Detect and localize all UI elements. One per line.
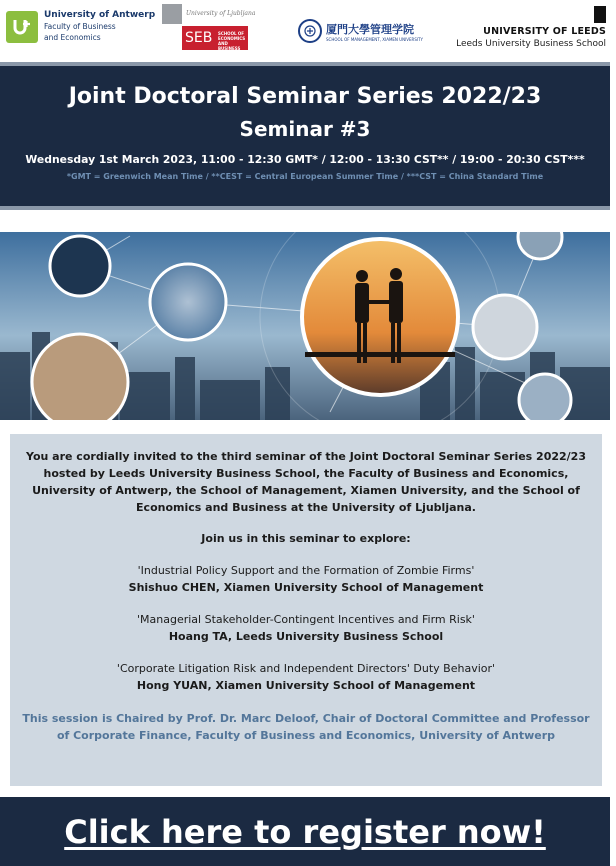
xiamen-seal-icon [298, 19, 322, 43]
register-footer [0, 797, 610, 866]
antwerp-faculty-line2: and Economics [44, 33, 101, 42]
session-chair: This session is Chaired by Prof. Dr. Marc Deloof, Chair of Doctoral Committee and Professor of Corporate Finance, Faculty of Business and Economics, University of Antwerp [22, 712, 590, 742]
ljubljana-university-name: University of Ljubljana [186, 10, 256, 17]
logos-bar [0, 0, 616, 62]
seminar-number: Seminar #3 [239, 117, 371, 141]
seb-full-name: SCHOOL OF ECONOMICS AND BUSINESS [218, 31, 246, 51]
talk-item [10, 562, 602, 596]
xiamen-english-name: SCHOOL OF MANAGEMENT, XIAMEN UNIVERSITY [326, 36, 423, 42]
page-title: Joint Doctoral Seminar Series 2022/23 [68, 84, 542, 109]
talk-speaker: Hoang TA, Leeds University Business School [168, 630, 444, 643]
header-banner [0, 62, 610, 210]
talk-item [10, 611, 602, 645]
xiamen-chinese-name: 厦門大學管理学院 [326, 22, 414, 36]
business-city-banner-image [0, 232, 610, 420]
leeds-logo [456, 6, 606, 49]
seb-red-block [182, 26, 248, 50]
xiamen-logo [298, 19, 423, 43]
leeds-crest-icon [594, 6, 606, 23]
talk-speaker: Shishuo CHEN, Xiamen University School of Management [128, 581, 484, 594]
antwerp-name: University of Antwerp [44, 10, 156, 20]
invitation-box [10, 434, 602, 786]
antwerp-u-icon [6, 11, 38, 43]
leeds-business-school: Leeds University Business School [456, 39, 606, 49]
antwerp-faculty-line1: Faculty of Business [44, 22, 116, 31]
talk-title: 'Managerial Stakeholder-Contingent Incentives and Firm Risk' [137, 613, 475, 626]
talk-speaker: Hong YUAN, Xiamen University School of Management [136, 679, 476, 692]
antwerp-logo [6, 10, 155, 43]
talk-item [10, 660, 602, 694]
timezone-legend: *GMT = Greenwich Mean Time / **CEST = Central European Summer Time / ***CST = China Standard Time [66, 172, 544, 181]
seb-grey-square [162, 4, 182, 24]
invitation-intro: You are cordially invited to the third seminar of the Joint Doctoral Seminar Series 2022/23 hosted by Leeds University Business School, the Faculty of Business and Economics, University of Antwerp, the School of Management, Xiamen University, and the School of Economics and Business at the University of Ljubljana. [26, 450, 586, 514]
seb-code: SEB [185, 30, 213, 46]
talk-title: 'Industrial Policy Support and the Formation of Zombie Firms' [137, 564, 475, 577]
talk-title: 'Corporate Litigation Risk and Independent Directors' Duty Behavior' [116, 662, 496, 675]
register-link[interactable]: Click here to register now! [64, 812, 546, 851]
seminar-datetime: Wednesday 1st March 2023, 11:00 - 12:30 GMT* / 12:00 - 13:30 CST** / 19:00 - 20:30 CST*** [25, 153, 585, 166]
ljubljana-seb-logo [162, 4, 256, 58]
leeds-university-name: UNIVERSITY OF LEEDS [483, 26, 606, 37]
explore-heading: Join us in this seminar to explore: [201, 532, 411, 545]
